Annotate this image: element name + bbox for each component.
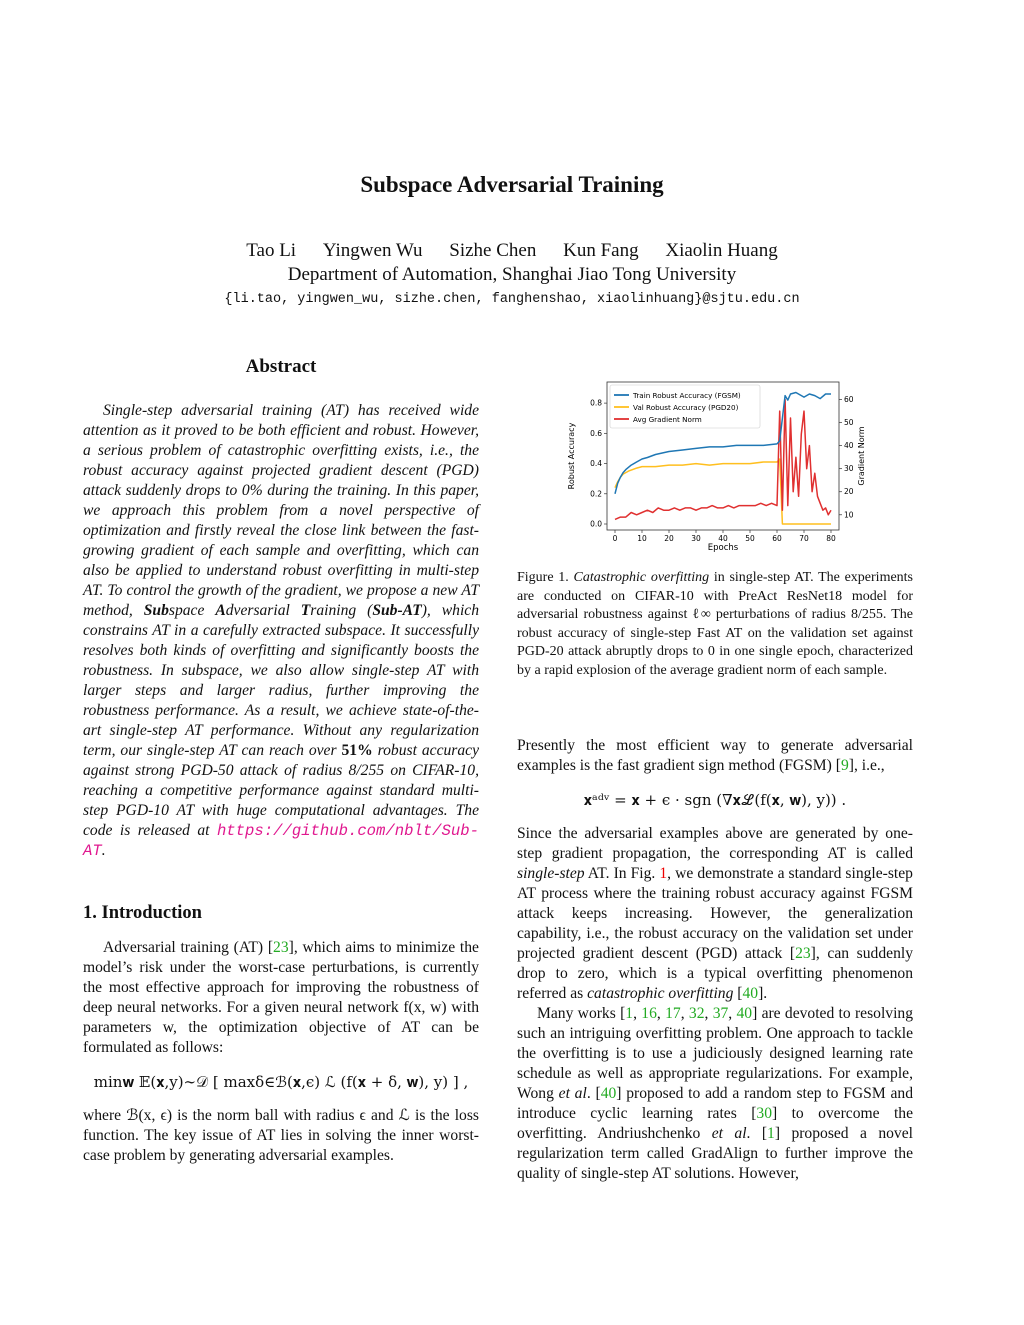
introduction-body (83, 938, 479, 1166)
caption-emphasis: Catastrophic overfitting (573, 570, 710, 585)
method-name-part: space (168, 602, 216, 619)
legend-entry: Avg Gradient Norm (633, 415, 702, 424)
y2-tick-label: 60 (844, 395, 854, 405)
x-tick-label: 60 (772, 534, 782, 543)
y2-tick-label: 30 (844, 464, 854, 474)
y-tick-label: 0.8 (590, 398, 602, 408)
text: Many works [ (537, 1005, 626, 1022)
abstract-text: robust accuracy against strong PGD-50 attack of radius 8/255 on CIFAR-10, reaching a competitive performance against standard multi-step PGD-10 AT with huge computational advantages. The code is released at (83, 742, 480, 839)
citation-link[interactable]: 40 (742, 985, 759, 1002)
x-tick-label: 50 (745, 534, 755, 543)
figure-1-chart (563, 378, 877, 556)
method-name-part: T (300, 602, 311, 619)
text: Since the adversarial examples above are generated by one-step gradient propagation, the corresponding AT is called (517, 825, 913, 862)
text: , we demonstrate a standard single-step AT process where the training robust accuracy against FGSM attack keeps increasing. However, the generalization capability, i.e., the robust accuracy on the validation set under projected gradient descent (PGD) attack [ (517, 865, 913, 962)
figure-caption (517, 569, 913, 680)
text: . [ (586, 1085, 601, 1102)
author-name: Yingwen Wu (322, 240, 423, 261)
paragraph: where ℬ(x, ϵ) is the norm ball with radius ϵ and ℒ is the loss function. The key issue of AT lies in solving the inner worst-case problem by generating adversarial examples. (83, 1107, 479, 1164)
y2-axis-label: Gradient Norm (857, 426, 866, 486)
equation-fgsm: 𝐱ᵃᵈᵛ = 𝐱 + ϵ · sgn (∇𝐱ℒ(f(𝐱, 𝐰), y)) . (583, 791, 847, 809)
text: ] are devoted to resolving such an intriguing overfitting problem. One approach to tackle the overfitting is to use a judiciously designed learning rate schedule as well as appropriate regularizations. For example, Wong (517, 1005, 914, 1102)
method-name-part: Sub (143, 602, 169, 619)
citation-link[interactable]: 23 (795, 945, 811, 962)
y-tick-label: 0.0 (590, 519, 602, 529)
x-tick-label: 40 (718, 534, 728, 543)
paragraph (517, 736, 913, 776)
text: Presently the most efficient way to generate adversarial examples is the fast gradient sign method (FGSM) [ (517, 737, 913, 774)
citation-link[interactable]: 17 (665, 1005, 681, 1022)
y-axis-right (839, 395, 854, 519)
method-name-part: raining ( (310, 602, 373, 619)
y2-tick-label: 50 (844, 418, 854, 428)
text: Adversarial training (AT) [ (103, 939, 274, 956)
x-tick-label: 30 (691, 534, 701, 543)
code-link[interactable]: https://github.com/nblt/Sub-AT (83, 822, 479, 860)
legend-entry: Train Robust Accuracy (FGSM) (633, 391, 741, 400)
text: ] proposed to add a random step to FGSM and introduce cyclic learning rates [ (517, 1085, 913, 1122)
y-axis-label: Robust Accuracy (567, 422, 576, 490)
author-name: Xiaolin Huang (665, 240, 778, 261)
method-name-part: A (215, 602, 226, 619)
y-tick-label: 0.4 (590, 459, 602, 469)
y2-tick-label: 10 (844, 510, 854, 520)
paragraph: Many works [1, 16, 17, 32, 37, 40] are devoted to resolving such an intriguing overfitting problem. One approach to tackle the overfitting is to use a judiciously designed learning rate schedule as well as appropriate regularizations. For example, Wong et al. [40] proposed to add a random step to FGSM and introduce cyclic learning rates [30] to overcome the overfitting. Andriushchenko et al. [1] proposed a novel regularization term called GradAlign to further improve the quality of single-step AT solutions. However, (517, 1005, 914, 1182)
y2-tick-label: 40 (844, 441, 854, 451)
author-emails: {li.tao, yingwen_wu, sizhe.chen, fanghenshao, xiaolinhuang}@sjtu.edu.cn (224, 292, 800, 307)
abstract-text: ), which constrains AT in a carefully extracted subspace. It successfully resolves both kinds of overfitting and significantly boosts the robustness. In subspace, we also allow single-step AT with larger steps and larger radius, further improving the robustness performance. As a result, we achieve state-of-the-art single-step AT performance. Without any regularization term, our single-step AT can reach over (83, 602, 479, 759)
text: ] proposed a novel regularization term called GradAlign to further improve the quality of single-step AT solutions. However, (517, 1125, 913, 1182)
x-tick-label: 0 (612, 534, 618, 543)
author-name: Kun Fang (563, 240, 639, 261)
x-tick-label: 70 (799, 534, 809, 543)
emphasis: catastrophic overfitting (587, 985, 734, 1002)
text: AT. In Fig. (587, 865, 656, 882)
method-name-part: dversarial (225, 602, 301, 619)
legend (610, 385, 760, 428)
citation-link[interactable]: 1 (767, 1125, 775, 1142)
paragraph (517, 824, 913, 1004)
citation-link[interactable]: 30 (756, 1105, 772, 1122)
caption-text: in single-step AT. The experiments are conducted on CIFAR-10 with PreAct ResNet18 model for adversarial robustness against ℓ∞ perturbations of radius 8/255. The robust accuracy of single-step Fast AT on the validation set against PGD-20 attack abruptly drops to 0 in one single epoch, characterized by a rapid explosion of the average gradient norm of each sample. (517, 570, 914, 678)
text: ] to overcome the overfitting. Andriushchenko (517, 1105, 913, 1142)
affiliation: Department of Automation, Shanghai Jiao Tong University (287, 264, 737, 285)
citation-link[interactable]: 40 (736, 1005, 753, 1022)
y2-tick-label: 20 (844, 487, 854, 497)
y-tick-label: 0.2 (590, 489, 602, 499)
paper-title: Subspace Adversarial Training (360, 172, 664, 197)
citation-link[interactable]: 40 (600, 1085, 617, 1102)
author-list (0, 240, 1024, 262)
citation-link[interactable]: 32 (688, 1005, 705, 1022)
legend-entry: Val Robust Accuracy (PGD20) (633, 403, 739, 412)
text: ], i.e., (848, 757, 885, 774)
citation-link[interactable]: 9 (840, 757, 849, 774)
x-axis-label: Epochs (707, 543, 739, 553)
y-tick-label: 0.6 (590, 428, 602, 438)
text: ], which aims to minimize the model’s risk under the worst-case perturbations, is currently the most effective approach for improving the robustness of deep neural networks. For a given neural network f(x, w) with parameters w, the optimization objective of AT can be formulated as follows: (83, 939, 479, 1056)
author-name: Tao Li (246, 240, 297, 261)
abstract-text: Single-step adversarial training (AT) has received wide attention as it proved to be both efficient and robust. However, a serious problem of catastrophic overfitting exists, i.e., the robust accuracy against projected gradient descent (PGD) attack suddenly drops to 0% during the training. In this paper, we approach this problem from a novel perspective of optimization and firstly reveal the close link between the fast-growing gradient of each sample and overfitting, which can also be applied to understand robust overfitting in multi-step AT. To control the growth of the gradient, we propose a new AT method, (83, 402, 479, 619)
emphasis: et al (711, 1125, 747, 1142)
text: ]. (758, 985, 768, 1002)
x-tick-label: 10 (637, 534, 647, 543)
x-tick-label: 20 (664, 534, 674, 543)
emphasis: single-step (517, 865, 585, 882)
citation-link[interactable]: 23 (273, 939, 289, 956)
text: . [ (746, 1125, 768, 1142)
text: ], can suddenly drop to zero, which is a typical overfitting phenomenon referred as (517, 945, 913, 1002)
abstract-text: . (101, 842, 106, 859)
equation-objective: min𝐰 𝔼(𝐱,y)∼𝒟 [ maxδ∈ℬ(𝐱,ϵ) ℒ (f(𝐱 + δ, 𝐰), y) ] , (93, 1073, 469, 1091)
caption-label: Figure 1. (517, 570, 569, 585)
highlight-number: 51% (341, 742, 373, 759)
emphasis: et al (558, 1085, 587, 1102)
x-axis (613, 530, 836, 543)
x-tick-label: 80 (826, 534, 836, 543)
citation-link[interactable]: 1 (625, 1005, 634, 1022)
citation-link[interactable]: 16 (641, 1005, 657, 1022)
author-name: Sizhe Chen (449, 240, 537, 261)
text: [ (737, 985, 743, 1002)
section-heading-introduction: 1. Introduction (83, 903, 202, 923)
abstract-heading: Abstract (245, 356, 317, 377)
abstract-body (83, 401, 479, 861)
y-axis-left (590, 399, 607, 529)
citation-link[interactable]: 37 (712, 1005, 729, 1022)
figure-ref-link[interactable]: 1 (659, 865, 668, 882)
paragraph (83, 938, 479, 1058)
right-column-body (517, 736, 913, 1184)
method-short-name: Sub-AT (372, 602, 422, 619)
